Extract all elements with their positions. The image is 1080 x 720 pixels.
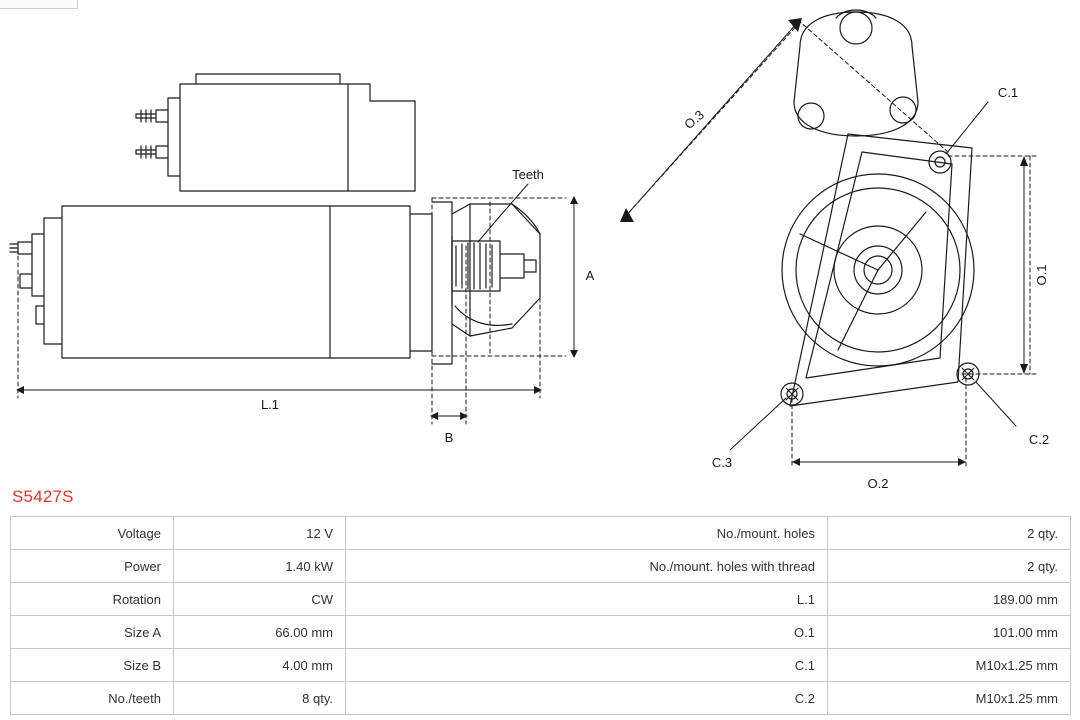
- label-o1: O.1: [1034, 264, 1049, 286]
- label-o3: O.3: [681, 107, 707, 133]
- spec-value: 2 qty.: [828, 550, 1071, 583]
- spec-value: 2 qty.: [828, 517, 1071, 550]
- label-teeth: Teeth: [512, 167, 544, 182]
- spec-label: C.2: [346, 682, 828, 715]
- spec-label: Voltage: [11, 517, 174, 550]
- spec-label: Power: [11, 550, 174, 583]
- end-view-group: [620, 10, 1036, 468]
- spec-value: 189.00 mm: [828, 583, 1071, 616]
- table-row: [11, 583, 1071, 616]
- spec-value: 12 V: [174, 517, 346, 550]
- spec-label: C.1: [346, 649, 828, 682]
- table-row: [11, 649, 1071, 682]
- table-row: [11, 550, 1071, 583]
- label-c3: C.3: [711, 455, 733, 470]
- spec-label: No./teeth: [11, 682, 174, 715]
- label-c1: C.1: [997, 85, 1019, 100]
- label-b: B: [444, 430, 454, 445]
- spec-value: 4.00 mm: [174, 649, 346, 682]
- spec-value: 8 qty.: [174, 682, 346, 715]
- table-row: [11, 517, 1071, 550]
- spec-value: 101.00 mm: [828, 616, 1071, 649]
- spec-label: Rotation: [11, 583, 174, 616]
- specification-table-wrapper: [10, 516, 1070, 715]
- spec-label: O.1: [346, 616, 828, 649]
- label-c2: C.2: [1028, 432, 1050, 447]
- spec-value: M10x1.25 mm: [828, 649, 1071, 682]
- spec-label: Size A: [11, 616, 174, 649]
- label-o2: O.2: [867, 476, 889, 491]
- part-code: S5427S: [12, 487, 74, 506]
- spec-label: L.1: [346, 583, 828, 616]
- specification-table: [10, 516, 1071, 715]
- label-l1: L.1: [260, 397, 280, 412]
- spec-label: No./mount. holes with thread: [346, 550, 828, 583]
- spec-label: No./mount. holes: [346, 517, 828, 550]
- table-row: [11, 616, 1071, 649]
- spec-value: 66.00 mm: [174, 616, 346, 649]
- starter-technical-drawing: [0, 6, 1080, 491]
- label-a: A: [585, 268, 595, 283]
- spec-value: M10x1.25 mm: [828, 682, 1071, 715]
- table-row: [11, 682, 1071, 715]
- spec-label: Size B: [11, 649, 174, 682]
- spec-value: CW: [174, 583, 346, 616]
- spec-value: 1.40 kW: [174, 550, 346, 583]
- side-view-group: [10, 74, 578, 424]
